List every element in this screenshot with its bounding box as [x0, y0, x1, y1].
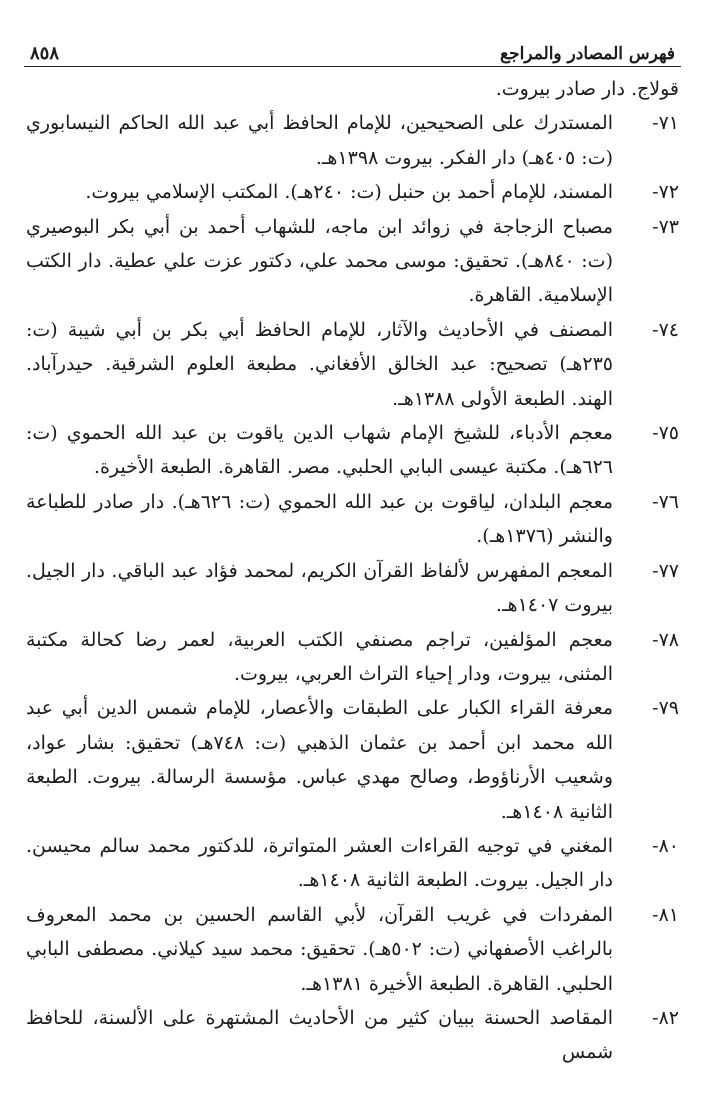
entry-number: ٨٠-: [652, 834, 679, 857]
entry-number: ٧١-: [652, 112, 679, 135]
entry-text: قولاج. دار صادر بيروت.: [495, 78, 679, 100]
bibliography-entry: [26, 416, 679, 485]
entry-text: المعجم المفهرس لألفاظ القرآن الكريم، لمحمد فؤاد عبد الباقي. دار الجيل. بيروت ١٤٠٧هـ.: [26, 559, 613, 617]
bibliography-entry: [26, 485, 679, 554]
bibliography-entry: [26, 106, 679, 175]
entry-number: ٧٦-: [652, 490, 679, 513]
bibliography-entry: [26, 829, 679, 898]
entry-text: مصباح الزجاجة في زوائد ابن ماجه، للشهاب أحمد بن أبي بكر البوصيري (ت: ٨٤٠هـ). تحقيق: موسى محمد علي، دكتور عزت علي عطية. دار الكتب الإسلامية. القاهرة.: [26, 215, 613, 307]
entry-number: ٧٨-: [652, 628, 679, 651]
entry-text: المصنف في الأحاديث والآثار، للإمام الحافظ أبي بكر بن أبي شيبة (ت: ٢٣٥هـ) تصحيح: عبد الخالق الأفغاني. مطبعة العلوم الشرقية. حيدرآباد. الهند. الطبعة الأولى ١٣٨٨هـ.: [26, 318, 613, 410]
entry-number: ٨١-: [652, 903, 679, 926]
entry-text: المقاصد الحسنة ببيان كثير من الأحاديث المشتهرة على الألسنة، للحافظ شمس: [26, 1006, 613, 1064]
entry-text: معجم الأدباء، للشيخ الإمام شهاب الدين ياقوت بن عبد الله الحموي (ت: ٦٢٦هـ). مكتبة عيسى البابي الحلبي. مصر. القاهرة. الطبعة الأخيرة.: [26, 422, 613, 479]
running-header: [30, 30, 675, 64]
bibliography-entry: [26, 72, 679, 106]
entry-number: ٧٤-: [652, 318, 679, 341]
entry-text: معجم البلدان، لياقوت بن عبد الله الحموي (ت: ٦٢٦هـ). دار صادر للطباعة والنشر (١٣٧٦هـ).: [26, 490, 614, 548]
bibliography-entry: [26, 210, 679, 313]
entry-text: المفردات في غريب القرآن، لأبي القاسم الحسين بن محمد المعروف بالراغب الأصفهاني (ت: ٥٠٢هـ). تحقيق: محمد سيد كيلاني. مصطفى البابي الحلبي. القاهرة. الطبعة الأخيرة ١٣٨١هـ.: [26, 903, 613, 995]
entry-text: المغني في توجيه القراءات العشر المتواترة، للدكتور محمد سالم محيسن. دار الجيل. بيروت. الطبعة الثانية ١٤٠٨هـ.: [26, 834, 613, 892]
entry-number: ٧٥-: [652, 422, 679, 445]
entry-number: ٧٩-: [652, 697, 679, 720]
bibliography-entry: [26, 313, 679, 416]
entry-number: ٨٢-: [652, 1006, 679, 1029]
entry-text: المسند، للإمام أحمد بن حنبل (ت: ٢٤٠هـ). المكتب الإسلامي بيروت.: [85, 181, 613, 204]
bibliography-entry: [26, 175, 679, 209]
bibliography-entry: [26, 898, 679, 1001]
bibliography-list: [26, 72, 679, 1070]
header-rule: [24, 66, 681, 67]
entry-number: ٧٢-: [652, 181, 679, 204]
page-title: فهرس المصادر والمراجع: [500, 44, 675, 64]
entry-text: المستدرك على الصحيحين، للإمام الحافظ أبي عبد الله الحاكم النيسابوري (ت: ٤٠٥هـ) دار الفكر. بيروت ١٣٩٨هـ.: [26, 112, 613, 169]
bibliography-entry: [26, 623, 679, 692]
entry-number: ٧٣-: [652, 215, 679, 238]
page-number: ٨٥٨: [30, 43, 60, 64]
bibliography-entry: [26, 691, 679, 829]
entry-text: معجم المؤلفين، تراجم مصنفي الكتب العربية، لعمر رضا كحالة مكتبة المثنى، بيروت، ودار إحياء التراث العربي، بيروت.: [26, 628, 613, 685]
bibliography-entry: [26, 1001, 679, 1070]
bibliography-entry: [26, 554, 679, 623]
entry-number: ٧٧-: [652, 559, 679, 582]
entry-text: معرفة القراء الكبار على الطبقات والأعصار، للإمام شمس الدين أبي عبد الله محمد ابن أحمد بن عثمان الذهبي (ت: ٧٤٨هـ) تحقيق: بشار عواد، وشعيب الأرناؤوط، وصالح مهدي عباس. مؤسسة الرسالة. بيروت. الطبعة الثانية ١٤٠٨هـ.: [26, 697, 613, 823]
